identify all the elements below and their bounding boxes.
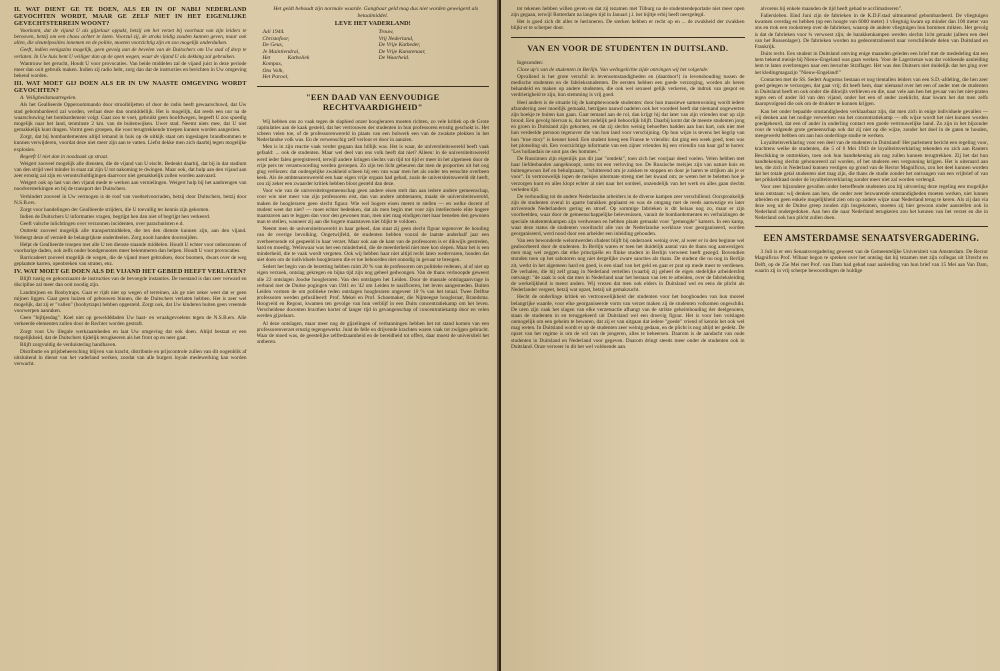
subheading: A. Veiligheidsmaatregelen. [20,95,77,102]
leve-het-vaderland: LEVE HET VADERLAND! [334,20,411,28]
paragraph: Wantrouw het gerucht, Houdt U voor provocaties. Van beide middelen zal de vijand juist in deze periode meer dan ooit gebruik maken. Indien zij radio hebt, zorg dan dat de instructies en berichten in Uw omgeving bekend worden. [14,60,247,80]
paragraph: Helpt de Geallieerde troepen met alle U ten dienste staande middelen. Houdt U echter voor onbezonnen of voorbarige daden, ook zelfs onder bondgenooten meer belemmeren dan helpen. Houdt U voor provocaties. [14,241,247,254]
signatory: Vrij Nederland, [378,35,414,42]
paragraph: Kan het onder bepaalde omstandigheden verklaarbaar zijn, dat men zich in enige individuele gevallen — wij denken aan het nodige verwerken van het concentratiekamp — elk wijze wordt het niet kunnen worden goedgekeurd, dat een of ander in onderling contact een goede vertrouwelijke band. Zo zijn in het bijzonder voor de volgende grote gemeenschap ook dat zij niet op die wijze, zonder het doel in de gaten te houden, meegewerkt hebben om aan hun onderlinge studie te werken. [754,108,988,140]
signatory: Je Maintiendrai, [262,48,300,55]
paragraph: De verhouding tot de andere Nederlandse arbeiders in de diverse kampen zeer verschillend. Oorspronkelijk zijn de studenten overal in aparte barakken geplaatst en was de omgang met de reeds aanwezige en later arriverende Nederlanders gering en stroef. Op sommige fabrieken is dit helaas nog zo, maar er zijn voorbeelden, waar door de gemeenschappelijke belevenissen, vanuit de bombardementen en verhuizingen de speciale studentenkampen zijn verdwenen en hebben plaats gemaakt voor "gemengde" kamers. In een kamp, waar deze status de studenten voordracht alle van de Nederlandse werkloze voor georganiseerd, worden georganiseerd, werd nood door een arbeider een inleiding gehouden. [511,193,745,237]
left-column-1 [14,6,247,667]
paragraph: Voor wie van de universiteitsgemeenschap geen andere eisen stelt dan aan iedere andere gemeenschap, voor wie niet meer van zijn professoren eist, dan van andere ambtenaren, maakt de universiteitswereld, maken de hoogleraren geen slecht figuur. Wie wel hogere eisen meent te stellen — en welke docent of student weet dat niet? — moet echter bedenken, dat als men begin met voor zijn intellectuele elite hogere maatstaven aan te leggen dan voor den gewonen man, men niet mag eindigen met haar beneden den gewonen man te stellen, wanneer zij aan die hogere maatstaven niet blijkt te voldoen. [256,188,489,226]
subheading: Begeeft U niet dan in noodzaak op straat. [20,153,109,160]
paragraph: Close up's van de studenten in Berlijn. Van welingelichte zijde ontvingen wij het volgende: [517,66,709,73]
paragraph: Fallersleben. Eind Juni zijn de fabrieken in de K.D.F.stad uitmuntend gebombardeerd. De vliegtuigen kwamen overdag en hebben (op een hoogte van 6000 meter) 1 vliegtuig kwam op minder dan 100 meter van ons en trok een rookstreep over de fabrieken, waarop de andere vliegtuigen hun bommen mikten. Het gevolg is dat de fabrieken voor ¾ verwoest zijn; de barakkenkampen werden slechts licht geraakt (alleen een deel van het Russenlager). De fabrieken worden nu gedecentraliseerd naar verschillende delen van Duitsland en Frankrijk. [754,13,988,50]
paragraph: Ingezonden: [517,59,544,66]
section-heading-iii: III. WAT MOET GIJ DOEN ALS ER IN UW NAASTE OMGEVING WORDT GEVOCHTEN? [14,80,247,95]
signatory: De Vrije Kunstenaar, [378,48,426,55]
paragraph: Heel anders is de situatie bij de kampbewoonde studenten: door hun massiewe samenwoning wordt iedere afzondering zeer moeilijk gemaakt, betrijpen nauwd nadelen ook het voordeel heeft dat niemand ongewerten zijn boekje te buiten kan gaan. Gaat temand aan de rol, dan krijgt hij dat later van zijn vrienden tour op zijn brood. Een gevolg hiervan is, dat het zedelijk peil behoorlijk blijft. Daarbij komt dat de meeste studenten jong en groen in Duitsland zijn gekomen, en dat zij slechts weinig behoeften hadden aan hun hart, ook niet met hun verdeelde persoon tegenover die van hun land voor verschijning. Op hun wijze is tevens het begrip van hun "true story" is kenner kend. Een student kreeg een Franse te vriendin: dat ging een week goed, toen was het plotseling uit. Een voorzichtige informatie van een zijner vrienden bij een vriendin van haar gaf te horen: "Les hollandais ne sont pas des hommes." [511,99,745,155]
paragraph: Zorgt voor Uw illegale werkzaamheden en laat Uw omgeving dat ook doen. Altijd bestaat er een mogelijkheid, dat de Duitschers tijdelijk terugkeeren als het front op en neer gaat. [14,328,247,341]
paragraph: Al deze ontslagen, maar meer nog de gijzelingen of verbanningen hebben het tot stand komen van een professorenverzet ernstig tegengewerkt. Juist de felle en drijvende krachten waren vaak tot zwijgen gebracht. Waar de moed was, de geestelijke zelfredzaamheid en de bereidheid tot offers, daar moest de universiteit het ontberen. [256,320,489,346]
paragraph: Onttrekt zooveel mogelijk alle transportmiddelen, die ten den dienste kunnen zijn, aan den vijand. Verbergt deze of vernielt de belangrijkste onderdeelen. Zorg nooit handen doorsnijden. [14,228,247,241]
paragraph: Het is goed zich dit alles te herinneren. De sterken hebben er recht op en ... de zwakheid der zwakken blijkt er te scherper door. [511,19,745,32]
paragraph: alvorens hij enkele maanden de tijd heeft gehad te acclimatiseren". [760,6,903,12]
paragraph: De Russinnen zijn eigenlijk pas dit jaar "ontdekt", toen zich het voorjaar deed voelen. Velen hebben met haar liefdesbanden aangeknoopt, soms tot een verloving toe. De Russische meisjes zijn van nature kuis en buitengewoon lief en behulpzaam, "schitterend om je zokken te stoppen en door je haren te strijken als je er voor". In vertrouwelijk lopen de meisjes uitermate streng met het kwaad om; ze weten het te beletten hoe je verzorgen kunt en alles klopt echter al niet naar het oordeel, onzendelijk van het werk en alles gaan slechts verleden tijd. [511,155,745,193]
paragraph: 3 Juli is er een Senaatsvergadering geweest van de Gemeentelijke Universiteit van Amsterdam. De Rector Magnificus Prof. Wibaut begon te spreken over het ontslag dat hij tezamen met zijn collegas uit Utrecht en Delft, op de 25e Mei met Prof. van Dam had gehad naar aanleiding van hun brief van 15 Mei aan Van Dam, waarin zij in vrij scherpe bewoordingen de huldige [754,249,988,274]
signatories [257,29,490,80]
paragraph: Zorgt, dat bij bombardementen altijd iemand in huis op de uitkijk staat om ingeslagen brandbommen te kunnen verwijderen, voordat deze niet meer zijn aan te vatten. Liefst dekke men zich daarbij tegen mogelijke explosies. [14,134,247,153]
section-heading-iv: IV. WAT MOET GE DOEN ALS DE VIJAND HET GEBIED HEEFT VERLATEN? [14,268,247,276]
left-column-2 [257,6,490,667]
article-title: VAN EN VOOR DE STUDENTEN IN DUITSLAND. [527,43,729,53]
paragraph: Contacten met de SS. Sedert Augustus bestaan er nog tientallen leiders van een S.D.-afdeling, die hen zeer goed gelegen te verzorgen, dat gaat vrij; dit heeft hem, daar niemand over het een of ander met de studenten in Duitsland heeft en ook onder die dikwijls verbleven en die, naar vele aan hen het gevaar van het niet-praten tegen een of ander lid van den vijand, onder het een of ander zoeklicht, daar kwam het dat men zelfs daaropvolgend die ook om de drukker te kunnen krijgen. [754,76,988,108]
paragraph: Duits recht. Een student in Duitsland ontving enige maanden geleden een brief met de mededeling dat een hem bekend meisje bij Nieuw-Engeland was gaan werken. Voor de Lagerzenze was dat voldoende aanleiding hem te laten overbrengen naar een beruchte Straflager. Het was den Duitsers niet duidelijk dat het ging over het kledingmagazijn "Nieuw-Engeland!" [754,51,988,76]
signatory: Christofoor, [262,35,290,42]
signatory: Trouw, [378,29,394,36]
paragraph: Hecht de onderlinge kritiek en vertrouwelijkheid der studenten voor het hoogbouden van hun moreel belangrijke waarde, voor elke georganiseerde vorm van verzet maken zij de studenten volkomen ongeschikt. De uren zijn vaak het slagen van elke verzetsactie afhangt van de strikte geheimhouding der deelgenoten, staan de studenten in en teruggekeerd uit Duitsland wel een droevig figuur. Het is voor hen volslagen onmogelijk om een geheim te bewaren, dat zij er van uitgaan dat iedere "goede" vriend of kennis het ook wel mag weten. In Duitsland wordt er op de studenten zeer weinig gedaan, en de plicht is nog altijd ter gedekt. De opzet van het regime is om de wil van de jongeren, alles te beheersen. Daarom is de aandacht van oude studenten in Duitsland en Nederland voor gegeven. Daarom dringt steeds meer onder de studenten ook in Duitsland. Onze verweer in dit het wel voldoende aan. [511,294,745,350]
page-gutter [497,0,499,671]
paragraph: Verhindert zooveel in Uw vermogen is de roof van voedselvoorraden, betzij door Duitschers, betzij door N.S.B.ers. [14,193,247,206]
signatory: Ons Volk, [262,67,284,74]
section-heading-ii: II. WAT DIENT GE TE DOEN, ALS ER IN OF NABIJ NEDERLAND GEVOCHTEN WORDT, MAAR GE ZELF NIET IN HET EIGENLIJKE GEVECHTSTERREIN WOONT? [14,6,247,27]
paragraph: Voorkomt, dat de vijand U als gijzelaar oppakt, betzij om het verzet bij voorbaat van zijn leiders te berooven, betzij om een chaos achter te laten. Voorzul zij, de straks leidig zouden kunnen geven, maar ook allen, die sleutelposities innemen en de politie, moeten voorzichtig zijn en zoo mogelijk onderduiken. [14,28,247,47]
right-column-1 [511,6,745,667]
paragraph: Sedert het begin van de bezetting hebben ruim 20 % van de professoren om politieke redenen, al of niet op eigen verzoek, ontslag gekregen en bijna tijd zijn nog geheel gedwongen. Van de thans verlooopde geweest alle 22 ontslagen Joodse hoogleraren. Van den ontslagen het Leiden. Door de massale ontslagaanvrage in verband met de Duitse pogingen van 1941 en '42 om Leiden te nazificeren, het leven aangesneden. Buiten Leiden vormen de om politieke reden ontslagen hoogleraren ongeveer 10 % van het totaal. Twee Delftse professoren werden gefusilleerd: Prof. Mekel en Prof. Schoemaker, die Nijmeegse hoogleraar, Brandsma. Hoogveld en Regout, kwamen ten gevolge van hun verblijf in een Duits concentratiekamp om het leven. Verscheidene docenten bracthen korter of langer tijd in gevangenschap of concentratiekamp door en velen werden gijzelaars. [256,264,489,320]
paragraph: tot tekenen hebben willen geven en dat zij tezamen met Tilburg na de studentendeportatie niet meer open zijn gegaan, terwijl Rotterdam na langen tijd in Januari j.l. het bijltje erbij heeft neergelegd. [511,6,745,19]
paragraph: Geen "bijltjesdag". Koel niet op geweldddaden Uw haat- en wraakgevoelens tegen de N.S.B.ers. Alle verkeerde elementen zullen door de Rechter worden gestraft. [14,315,247,328]
signatory: De Geus, [262,42,284,49]
right-column-2 [755,6,989,667]
signatory: De Vrije Katheder, [378,42,421,49]
paragraph: Als het Geallieerde Opperoommando door strooibiljetten of door de radio heeft gewaarschuwd, dat Uw stad gebombardeerd zal worden, verlaat deze dan onmiddellijk. Het is mogelijk, dat reeds een uur na de waarschuwing het bombardement volgt. Gaat zoo te voet, gebruikt geen hoofdwegen, begeeft U zoo spoedig mogelijk naar het land, tenminste 2 km. van de buitenwijken. Uwer stad. Neemt niets mee, dat U niet gemakkelijk kunt dragen. Vormt geen groepen, die voor terugtrekkende troepen kunnen worden aangezien. [14,102,247,134]
paragraph: Weigert ook op last van den vijand mede te werken aan vernielingen. Weigert hulp bij het aanbrengen van noodversterkingen en bij de transport der Duitschers. [14,180,247,193]
divider [257,86,490,87]
left-page [0,0,497,671]
paragraph: Geeft, indien eenigszins mogelijk, geen gevolg aan de bevelen van de Duitschers om Uw stad of dorp te verlaten. In Uw huis bent U veiliger dan op de open wegen, waar de vijand U als dekking zal gebruiken. [14,47,247,60]
paragraph: Loyaliteitsverklaring voor een deel van de studenten in Duitsland! Het parlement bericht een regeling voor, krachtens welke de studenten, die 5 of 6 Mei 1943 de loyaliteitsverklaring tekenden en zich aan Rauters Bescikking te onttrekken, toen ook hun handtekening als nog zullen kunnen terugtrekken. Zij het dat hun handtekening slechts gehonoreerd zal worden, of het studeren een vergunning krijgen. Het is uiteraard aan hen, die zich in Nederland kunnen vestigen op grond van de Rector Magnificus, zou het deel kunnen worden dat het totale getal studenten niet mag zijn, die thans de studie zonder het ontvangen van een vrijbrief of van het prikkeldraad onder de loyaliteitsverklaring zonder meer niet zal worden verlengd. [754,140,988,184]
divider [755,226,989,227]
article-title: EEN AMSTERDAMSE SENAATSVERGADERING. [763,233,980,244]
paragraph: Opvallend is het grote verschil in levensomstandigheden en (daardoor!) in levenshouding tussen de medische studenten en de fabrieksstudenten. De eersten hebben een goede verzorging, worden als heren behandeld en maken op andere studenten, die ook wel sexueel gelijk verkeren, de indruk van gespot en verdrietigheid te zijn, hun stemming is vrij goed. [511,73,745,99]
paragraph: Voor zeer bijzondere gevallen onder betreffende studenten zou bij uitvoering deze regeling een mogelijke keus ontstaan: wij denken aan hen, die onder zeer bezwarende omstandigheden moeten werken, niet lunnen arbeiden en geen enkele mogelijkheid zien om op andere wijze naar Nederland terug te keren. Als zij dan via deze weg uit de Duitse greep zouden zijn losgekomen, moeten zij hier gewoon onder aanstellen ook in Nederland ondergedoken. Aan hen die naar Nederland terugkeren zou het kennen van het verzet en die in Nederland ook hun plicht zullen doen. [754,184,988,222]
signatory: Juli 1944. [262,29,285,36]
paragraph: Distributie en prijsbeheersching blijven van kracht, distributie en prijscontrole zullen van dit oogenblik af uitsluitend in dienst van het vaderland werken, zoodat van alle burgers loyale medewerking kan worden verwacht. [14,349,247,368]
right-page [501,0,1000,671]
signatories-left [262,29,367,80]
paragraph: Indien de Duitschers U informaties vragen, begrijpt hen dan niet of begrijpt hen verkeerd. [20,214,211,221]
paragraph: Geeft valsche inlichtingen over verzonnen incidenten, over parachutisten e.d. [20,221,184,228]
paragraph: Men is in zijn reactie vaak verder gegaan dan billijk was. Het is waar, de universiteitswereld heeft vaak gefaald: ... ook de studenten. Maar wel deel van ons volk heeft dat niet? Alleen: in de universiteitswereld werd ieder falen geregistreerd, terwijl andere kringen slechts van tijd tot tijd er meer in het algemeen door de vrije pers ter verantwoording werden geroepen. Zo zijn ten licht gebeuren dat men de proporties uit het oog ging verliezen: dat ondergelijke zwakheid scheen bij een van waar men het als onder ten eenschte overbeen keek. Als de ambtenarenwereld een haar eigen vrije orgaan had gehad, zoals de universiteitswereld dit heeft, zou zij zeker een zwaarder kritiek hebben bloot gesteld dan deze. [256,144,489,188]
paragraph: Weigert zooveel mogelijk alle diensten, die de vijand van U eischt. Bedenkt daarbij, dat bij in dat stadium van den strijd veel minder in staat zal zijn U tot nakoming te dwingen. Maar ook, dat hulp aan den vijand aan zeer ernstig zal zijn en verontschuldigingen daarvoor niet gemakkelijk zullen worden aanvaard. [14,160,247,180]
paragraph: Barricadeert zooveel mogelijk de wegen, die de vijand moet gebruiken, door boomen, dwars over de weg geplaatste karren, openbreken van straten, enz. [14,255,247,268]
signatory: De Waarheid. [378,54,410,61]
paragraph: Neemt men de universiteitswereld in haar geheel, dan staat zij geen slecht figuur tegenover de houding van de overige bevolking. Ongetwijfeld, de studenten hebben vooral de laatste anderhalf jaar een overheersende rol gespeeld in haar verzet. Maar ook aan de kant van de professoren is er dikwijls gestreden, hard en moedig. Weliswaar was het een minderheid, die de meerderheid niet mee kon slepen. Maar het is een minderheid, die te vaak wordt vergeten. Ook wij hebben haar niet altijd recht laten wedervaren, honden dat niet doen om de individuele hoogleraren die er toe behoorden niet onnodig in gevaar te brengen. [256,226,489,264]
paragraph: Blijft zorgvuldig de verduistering handhaven. [20,341,117,348]
paragraph: Wij hebben ons zo vaak tegen de slaphied onzer hoogleraren moeten richten, zo vele kritiek op de Grote capitulaties aan de kaak gesteld, dat het vertrouwen der studenten in hun professoren ernstig geschokt is. Het scheen velen toe, of de professorenwereld in plaats van een bolwerk een van de zwakste plekken in het Nederlandse volk was. En de verwenschig zelf verloor er door in aanzien. [256,118,489,144]
paragraph: Zorgt voor handelingen der Geallieerde strijders, die U toevallig ter kennis zijn gekomen. [20,206,210,213]
divider [511,37,745,38]
paragraph: Blijft rustig en gehoorzaamt de instructies van de bevoegde instanties. De toestand is dan zeer verward en discipline zal meer dan ooit noodig zijn. [14,276,247,289]
signatories-right [379,29,484,80]
closing-note: Het geldt behoudt zijn normale waarde. Gangbaar geld mag dus niet worden geweigerd als betaalmiddel. [273,6,479,19]
paragraph: Landmijnen en Boobytraps. Gaat er rijdt niet op wegen of terreinen, als ge niet zeker weet dat er geen mijnen liggen. Gaat geen huizen of gebouwen binnen, die de Duitschers verlaten hebben. Het is zeer wel mogelijk, dat zij er "vallen" (boobytraps) hebben opgesteld. Zorgt ook, dat Uw kinderen buiten geen vreemde voorwerpen aanraken. [14,289,247,315]
paragraph: Van een bewonderde welontwerden sfudent blijft bij onderzoek weinig over, al weer er in den beginne wel geabsorbeerd door de studenten. In Berlijn waren er toen het duidelijk aantal van de thans nog aanwezigen: men mag wel zeggen dat elke principiële en flinke student in Berlijn verweest heeft gezegd. Bovendien stonden toen op het sabotoren nog niet dergelijke zware sancties als thans. De student die nu nog in Berlijn zit, werkt in het algemeen hard en goed, is een slaaf van het geld en gaat er prat op mede meer te verdienen. De verhalen, die hij zelf graag in Nederland vertellen (waarbij zij geheel de eigen stedelijke arbeidersfeit ontvangt: "de zaak is ook dat men in Nederland naar het bestaan van iets te arbeiden, over de fabrieksleiding de werkelijkheid is meest anders. Wij vrezen dat men ook elders in Duitsland wel en eens de plicht als Nederlander vergeet, betzij wat opzet, betzij uit gemakzucht. [511,238,745,294]
signatory: Het Parool, [262,74,289,81]
article-title: "EEN DAAD VAN EENVOUDIGE RECHTVAARDIGHEID" [305,92,440,112]
signatory: Het Katholiek Kompas, [262,54,310,68]
